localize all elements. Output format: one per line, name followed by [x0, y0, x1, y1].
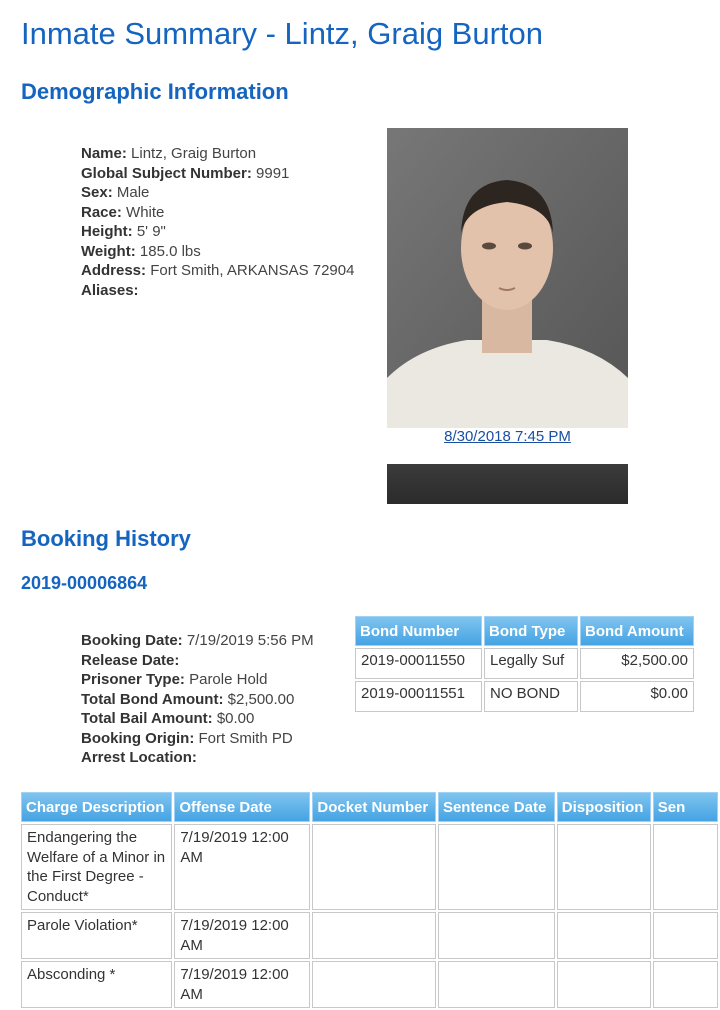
charge-description-cell: Parole Violation* — [21, 912, 172, 959]
bond-type-cell: Legally Suf — [484, 648, 578, 679]
sentence-date-cell — [438, 912, 555, 959]
aliases-row: Aliases: — [81, 281, 139, 299]
disposition-header[interactable]: Disposition — [557, 792, 651, 822]
total-bond-amount-row: Total Bond Amount: $2,500.00 — [81, 690, 295, 708]
sentence-date-cell — [438, 824, 555, 910]
photo-date-link[interactable]: 8/30/2018 7:45 PM — [444, 428, 571, 445]
sentence-cell — [653, 961, 718, 1008]
docket-number-cell — [312, 961, 436, 1008]
race-value: White — [126, 203, 165, 221]
weight-row: Weight: 185.0 lbs — [81, 242, 201, 260]
booking-date-value: 7/19/2019 5:56 PM — [186, 632, 314, 649]
race-row: Race: White — [81, 203, 165, 221]
sentence-date-header[interactable]: Sentence Date — [438, 792, 555, 822]
docket-number-cell — [312, 912, 436, 959]
table-row — [21, 824, 718, 910]
charge-description-cell: Absconding * — [21, 961, 172, 1008]
mugshot-photo[interactable] — [387, 128, 628, 428]
height-row: Height: 5' 9" — [81, 223, 166, 240]
bond-number-cell: 2019-00011550 — [355, 648, 482, 679]
demographic-fields — [81, 144, 354, 300]
offense-date-cell: 7/19/2019 12:00 AM — [174, 912, 310, 959]
total-bail-amount-value: $0.00 — [216, 710, 255, 727]
mugshot-image — [387, 128, 628, 428]
docket-number-header[interactable]: Docket Number — [312, 792, 436, 822]
arrest-location-row: Arrest Location: — [81, 749, 197, 766]
bond-amount-cell: $0.00 — [580, 681, 694, 712]
booking-number-heading: 2019-00006864 — [21, 573, 148, 593]
charges-table — [19, 790, 720, 1010]
prisoner-type-row: Prisoner Type: Parole Hold — [81, 671, 268, 688]
table-row — [21, 961, 718, 1008]
booking-history-heading: Booking History — [21, 526, 191, 551]
table-row — [21, 912, 718, 959]
bond-number-header[interactable]: Bond Number — [355, 616, 482, 646]
disposition-cell — [557, 824, 651, 910]
bond-amount-cell: $2,500.00 — [580, 648, 694, 679]
sentence-cell — [653, 912, 718, 959]
global-subject-number-value: 9991 — [256, 164, 290, 182]
disposition-cell — [557, 912, 651, 959]
release-date-row: Release Date: — [81, 651, 180, 669]
booking-date-row: Booking Date: 7/19/2019 5:56 PM — [81, 632, 314, 649]
height-value: 5' 9" — [136, 223, 166, 240]
offense-date-cell: 7/19/2019 12:00 AM — [174, 961, 310, 1008]
name-value: Lintz, Graig Burton — [131, 145, 257, 162]
bond-type-header[interactable]: Bond Type — [484, 616, 578, 646]
sex-value: Male — [116, 184, 150, 201]
bond-table-header — [355, 616, 694, 646]
charge-description-cell: Endangering the Welfare of a Minor in the First Degree - Conduct* — [21, 824, 172, 910]
bond-table — [353, 614, 696, 714]
sex-row: Sex: Male — [81, 184, 150, 201]
global-subject-number-row: Global Subject Number: 9991 — [81, 164, 290, 182]
second-photo-thumbnail[interactable] — [387, 464, 628, 504]
sentence-date-cell — [438, 961, 555, 1008]
table-row — [355, 648, 694, 679]
sentence-header[interactable]: Sen — [653, 792, 718, 822]
weight-value: 185.0 lbs — [139, 242, 201, 260]
address-value: Fort Smith, ARKANSAS 72904 — [150, 262, 355, 279]
disposition-cell — [557, 961, 651, 1008]
bond-number-cell: 2019-00011551 — [355, 681, 482, 712]
charges-table-header — [21, 792, 718, 822]
booking-fields — [81, 631, 314, 768]
offense-date-header[interactable]: Offense Date — [174, 792, 310, 822]
total-bail-amount-row: Total Bail Amount: $0.00 — [81, 710, 255, 727]
prisoner-type-value: Parole Hold — [189, 671, 268, 688]
sentence-cell — [653, 824, 718, 910]
booking-origin-value: Fort Smith PD — [198, 729, 293, 747]
address-row: Address: Fort Smith, ARKANSAS 72904 — [81, 262, 355, 279]
offense-date-cell: 7/19/2019 12:00 AM — [174, 824, 310, 910]
booking-origin-row: Booking Origin: Fort Smith PD — [81, 729, 293, 747]
total-bond-amount-value: $2,500.00 — [227, 690, 295, 708]
charge-description-header[interactable]: Charge Description — [21, 792, 172, 822]
docket-number-cell — [312, 824, 436, 910]
demographic-heading: Demographic Information — [21, 79, 289, 104]
bond-amount-header[interactable]: Bond Amount — [580, 616, 694, 646]
page-title: Inmate Summary - Lintz, Graig Burton — [21, 16, 544, 51]
name-row: Name: Lintz, Graig Burton — [81, 145, 257, 162]
bond-type-cell: NO BOND — [484, 681, 578, 712]
table-row — [355, 681, 694, 712]
